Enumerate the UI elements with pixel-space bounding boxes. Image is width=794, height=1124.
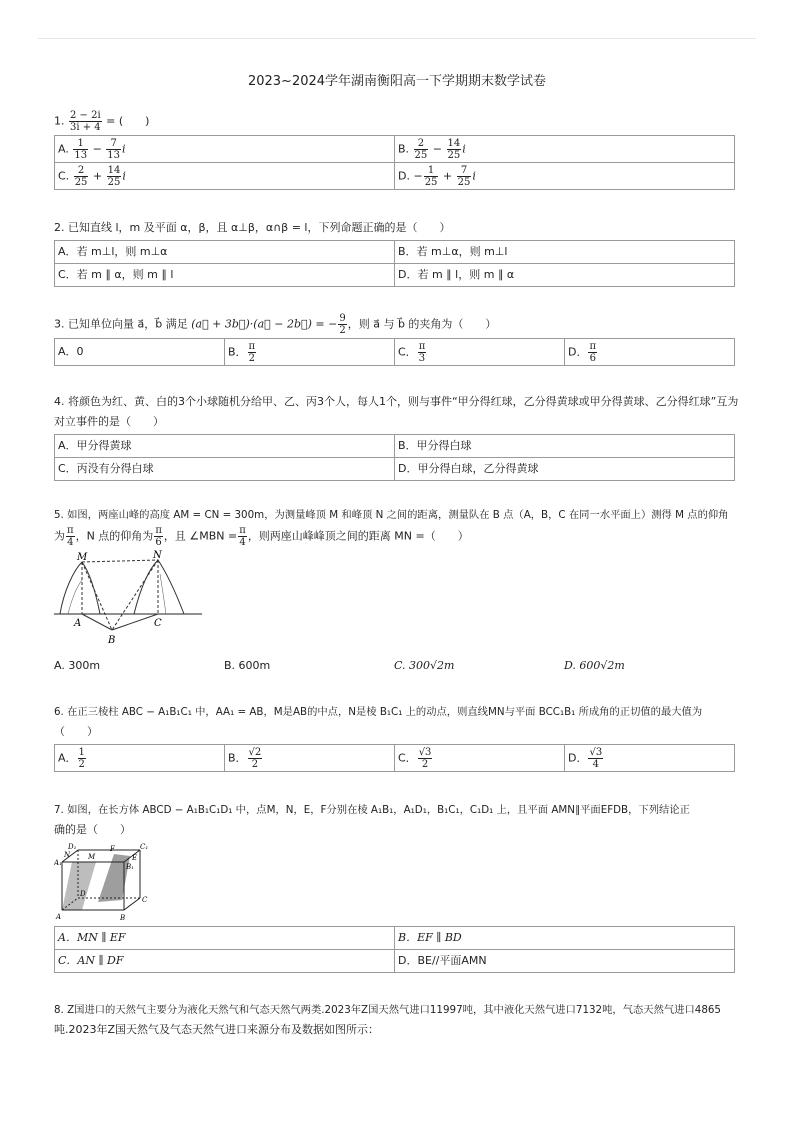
option-b[interactable]: B． $\frac{\pi}{2}$ [225,339,395,366]
question-4 [54,392,744,481]
question-5-options [54,656,744,676]
left-peak [60,562,100,614]
option-a[interactable]: A．甲分得黄球 [55,435,395,458]
option-a[interactable]: A. 300m [54,659,101,672]
option-a[interactable]: A．MN ∥ EF [55,927,395,950]
label-c: C [154,618,162,629]
label-a1: A₁ [54,859,62,867]
label-f: F [110,845,115,853]
question-2-stem: 2. 已知直线 l，m 及平面 α，β，且 α⊥β，α∩β = l，下列命题正确的是（ ） [54,221,451,234]
edge-bc [124,898,140,910]
mountain-figure [54,550,204,650]
question-7-options [54,926,735,973]
option-a[interactable]: A． $\frac{1}{2}$ [55,745,225,772]
question-3-stem: 3. 已知单位向量 a⃗，b⃗ 满足 (a⃗ + 3b⃗)·(a⃗ − 2b⃗) = − $\frac{9}{2}$ ，则 a⃗ 与 b⃗ 的夹角为（ ） [54,313,497,336]
option-b[interactable]: B. 600m [224,659,271,672]
option-c[interactable]: C. $\frac{2}{25}$ + $\frac{14}{25}$ i [55,163,395,190]
question-5-stem-line1: 5. 如图，两座山峰的高度 AM = CN = 300m，为测量峰顶 M 和峰顶 N 之间的距离，测量队在 B 点（A，B，C 在同一水平面上）测得 M 点的仰角 [54,509,729,521]
option-d[interactable]: D．若 m ∥ l，则 m ∥ α [395,264,735,287]
label-b: B [120,914,126,922]
segment-bc [112,614,158,630]
option-b[interactable]: B. $\frac{2}{25}$ − $\frac{14}{25}$ i [395,136,735,163]
question-7-stem-line2: 确的是（ ） [54,823,131,836]
question-6-options [54,744,735,772]
label-c: C [142,896,148,904]
question-8-stem-line2: 吨.2023年Z国天然气及气态天然气进口来源分布及数据如图所示： [54,1023,380,1036]
option-b[interactable]: B．若 m⊥α，则 m⊥l [395,241,735,264]
label-m: M [77,552,88,563]
question-2-options [54,240,735,287]
label-a: A [74,618,82,629]
label-c1: C₁ [140,843,149,851]
option-b[interactable]: B．甲分得白球 [395,435,735,458]
question-6-stem-line2: （ ） [54,725,98,738]
label-b: B [108,635,116,646]
top-divider [38,38,756,39]
question-1-options [54,135,735,190]
question-7 [54,800,744,973]
option-d[interactable]: D． $\frac{\pi}{6}$ [565,339,735,366]
label-n: N [64,851,71,859]
label-n: N [153,550,162,561]
question-4-options [54,434,735,481]
option-d[interactable]: D． $\frac{√3}{4}$ [565,745,735,772]
question-3 [54,313,744,366]
option-b[interactable]: B． $\frac{√2}{2}$ [225,745,395,772]
question-6 [54,702,744,772]
right-peak [134,560,184,614]
question-1-fraction: $\frac{2 - 2i}{3i + 4}$ [70,110,101,133]
label-d: D [80,890,86,898]
segment-bn [112,560,158,630]
question-8 [54,1000,744,1040]
option-d[interactable]: D. 600√2m [564,659,625,672]
plane-amn [62,862,96,910]
question-7-stem-line1: 7. 如图，在长方体 ABCD − A₁B₁C₁D₁ 中，点M，N，E，F分别在棱 A₁B₁，A₁D₁，B₁C₁，C₁D₁ 上，且平面 AMN∥平面EFDB，下列结论正 [54,804,690,816]
option-a[interactable]: A. $\frac{1}{13}$ − $\frac{7}{13}$ i [55,136,395,163]
option-a[interactable]: A．0 [55,339,225,366]
option-d[interactable]: D．甲分得白球，乙分得黄球 [395,458,735,481]
question-2 [54,218,744,287]
option-c[interactable]: C．AN ∥ DF [55,950,395,973]
label-b1: B₁ [126,863,134,871]
question-5-stem-line2: 为 $\frac{\pi}{4}$ ，N 点的仰角为 $\frac{\pi}{6}$ ，且 ∠MBN = $\frac{\pi}{4}$ ，则两座山峰峰顶之间的距离 MN =（ ） [54,525,469,548]
segment-mn [82,560,158,562]
label-a: A [56,913,62,921]
question-5 [54,505,744,676]
label-m: M [88,853,96,861]
option-c[interactable]: C． $\frac{√3}{2}$ [395,745,565,772]
option-d[interactable]: D. − $\frac{1}{25}$ + $\frac{7}{25}$ i [395,163,735,190]
option-a[interactable]: A．若 m⊥l，则 m⊥α [55,241,395,264]
option-d[interactable]: D．BE//平面AMN [395,950,735,973]
option-c[interactable]: C．丙没有分得白球 [55,458,395,481]
option-c[interactable]: C．若 m ∥ α，则 m ∥ l [55,264,395,287]
question-8-stem-line1: 8. Z国进口的天然气主要分为液化天然气和气态天然气两类.2023年Z国天然气进口11997吨，其中液化天然气进口7132吨，气态天然气进口4865 [54,1004,721,1016]
question-1 [54,110,744,190]
option-c[interactable]: C． $\frac{\pi}{3}$ [395,339,565,366]
label-d1: D₁ [68,843,77,851]
page-title: 2023~2024学年湖南衡阳高一下学期期末数学试卷 [247,74,547,89]
question-4-stem: 4. 将颜色为红、黄、白的3个小球随机分给甲、乙、丙3个人，每人1个，则与事件“甲分得红球，乙分得黄球或甲分得黄球、乙分得红球”互为对立事件的是（ ） [54,395,739,428]
option-c[interactable]: C. 300√2m [394,659,455,672]
question-6-stem-line1: 6. 在正三棱柱 ABC − A₁B₁C₁ 中，AA₁ = AB，M是AB的中点，N是棱 B₁C₁ 上的动点，则直线MN与平面 BCC₁B₁ 所成角的正切值的最大值为 [54,706,703,718]
cuboid-figure [54,842,154,924]
label-e: E [132,854,138,862]
segment-ab [82,614,112,630]
option-b[interactable]: B．EF ∥ BD [395,927,735,950]
question-3-options [54,338,735,366]
segment-bm [82,562,112,630]
question-1-stem: 1. $\frac{2 - 2i}{3i + 4}$ = ( ) [54,110,150,133]
